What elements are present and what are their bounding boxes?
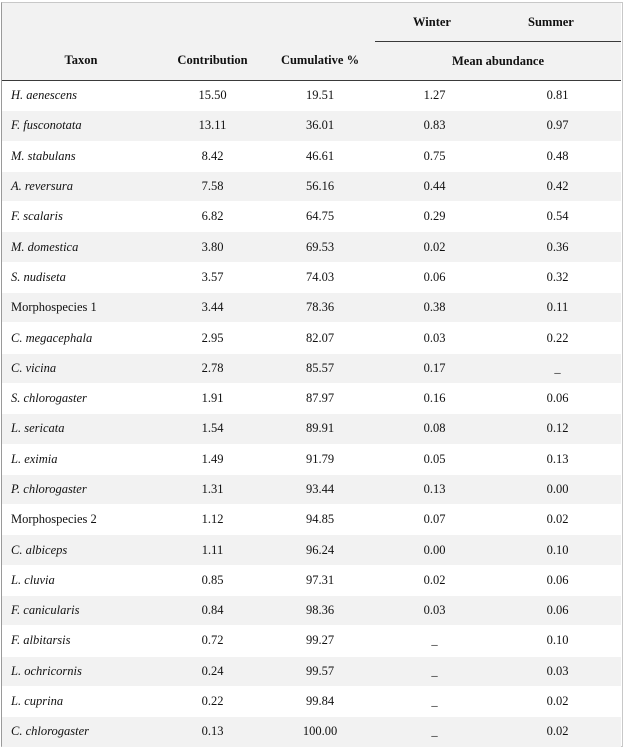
header-row-columns xyxy=(2,42,621,81)
summer-abundance-cell: 0.81 xyxy=(546,88,569,103)
contribution-cell: 0.24 xyxy=(201,663,224,678)
header-blank-cumulative xyxy=(265,3,375,42)
summer-abundance-cell: 0.42 xyxy=(546,179,569,194)
winter-abundance-cell: 0.44 xyxy=(423,179,446,194)
table-row xyxy=(2,686,621,716)
taxon-cell: C. albiceps xyxy=(11,542,68,557)
winter-abundance-cell: 0.17 xyxy=(423,360,446,375)
cumulative-cell: 64.75 xyxy=(305,209,335,224)
contribution-cell: 13.11 xyxy=(198,118,227,133)
taxon-cell: S. chlorogaster xyxy=(11,391,87,406)
table-row xyxy=(2,717,621,747)
header-summer: Summer xyxy=(494,3,621,42)
summer-abundance-cell: 0.02 xyxy=(546,694,569,709)
contribution-cell: 3.80 xyxy=(201,239,224,254)
cumulative-cell: 93.44 xyxy=(305,482,335,496)
header-blank-contribution xyxy=(160,3,265,42)
winter-abundance-cell: 0.83 xyxy=(423,118,446,133)
taxon-cell: F. fusconotata xyxy=(11,118,82,133)
winter-abundance-cell: 0.08 xyxy=(423,421,446,436)
winter-abundance-cell: _ xyxy=(431,633,438,648)
winter-abundance-cell: 1.27 xyxy=(423,88,446,103)
header-row-seasons xyxy=(2,3,621,42)
winter-abundance-cell: 0.00 xyxy=(423,542,446,557)
taxon-cell: L. eximia xyxy=(11,451,58,466)
contribution-cell: 0.22 xyxy=(201,694,224,709)
cumulative-cell: 99.84 xyxy=(305,694,335,709)
taxon-cell: H. aenescens xyxy=(11,88,77,103)
table-body xyxy=(2,81,621,747)
contribution-cell: 3.57 xyxy=(201,269,224,284)
summer-abundance-cell: 0.32 xyxy=(546,269,569,284)
taxon-cell: L. sericata xyxy=(11,421,65,436)
taxon-cell: M. stabulans xyxy=(11,148,76,163)
summer-abundance-cell: 0.97 xyxy=(546,118,569,133)
header-cumulative: Cumulative % xyxy=(280,53,360,68)
taxon-cell: C. chlorogaster xyxy=(11,724,90,739)
summer-abundance-cell: 0.02 xyxy=(546,512,569,527)
taxon-cell: S. nudiseta xyxy=(11,269,66,284)
taxon-cell: L. cuprina xyxy=(11,694,64,709)
summer-abundance-cell: 0.02 xyxy=(546,724,569,739)
cumulative-cell: 82.07 xyxy=(305,330,335,345)
summer-abundance-cell: 0.54 xyxy=(546,209,569,224)
winter-abundance-cell: 0.29 xyxy=(423,209,446,224)
taxon-cell: F. albitarsis xyxy=(11,633,71,648)
winter-abundance-cell: _ xyxy=(431,724,438,739)
contribution-cell: 1.49 xyxy=(201,451,224,466)
contribution-cell: 1.54 xyxy=(201,421,224,436)
contribution-cell: 1.12 xyxy=(201,512,224,527)
header-winter: Winter xyxy=(375,3,494,42)
summer-abundance-cell: 0.48 xyxy=(546,148,569,163)
contribution-cell: 0.84 xyxy=(201,603,224,618)
table-row xyxy=(2,262,621,292)
winter-abundance-cell: 0.03 xyxy=(423,603,446,618)
cumulative-cell: 96.24 xyxy=(305,542,335,557)
summer-abundance-cell: _ xyxy=(554,360,561,375)
table-row xyxy=(2,474,621,504)
table-row xyxy=(2,171,621,201)
cumulative-cell: 74.03 xyxy=(305,269,335,284)
contribution-cell: 0.72 xyxy=(201,633,224,648)
header-blank-taxon xyxy=(2,3,160,42)
table-row xyxy=(2,202,621,232)
winter-abundance-cell: 0.02 xyxy=(423,572,446,587)
winter-abundance-cell: _ xyxy=(431,694,438,709)
summer-abundance-cell: 0.03 xyxy=(546,663,569,678)
cumulative-cell: 89.91 xyxy=(305,421,335,436)
contribution-cell: 15.50 xyxy=(198,88,227,103)
winter-abundance-cell: 0.07 xyxy=(423,512,446,527)
taxon-cell: L. cluvia xyxy=(11,572,55,587)
contribution-cell: 0.13 xyxy=(201,724,224,739)
winter-abundance-cell: 0.16 xyxy=(423,391,446,406)
cumulative-cell: 99.57 xyxy=(305,663,335,678)
summer-abundance-cell: 0.10 xyxy=(546,633,569,648)
contribution-cell: 3.44 xyxy=(201,300,224,315)
winter-abundance-cell: 0.38 xyxy=(423,300,446,315)
contribution-cell: 6.82 xyxy=(201,209,224,224)
contribution-cell: 7.58 xyxy=(201,179,224,194)
header-mean-abundance: Mean abundance xyxy=(451,53,545,68)
cumulative-cell: 46.61 xyxy=(305,148,335,163)
table-row xyxy=(2,323,621,353)
contribution-cell: 2.95 xyxy=(201,330,224,345)
summer-abundance-cell: 0.12 xyxy=(546,421,569,436)
winter-abundance-cell: 0.06 xyxy=(423,269,446,284)
table-row xyxy=(2,141,621,171)
cumulative-cell: 19.51 xyxy=(305,88,335,103)
taxon-cell: C. vicina xyxy=(11,360,57,375)
cumulative-cell: 56.16 xyxy=(305,179,335,194)
summer-abundance-cell: 0.36 xyxy=(546,239,569,254)
cumulative-cell: 97.31 xyxy=(305,572,335,587)
summer-abundance-cell: 0.11 xyxy=(546,300,569,315)
table-header xyxy=(2,3,621,81)
table-row xyxy=(2,565,621,595)
contribution-cell: 1.91 xyxy=(201,391,224,406)
table-row xyxy=(2,596,621,626)
table-row xyxy=(2,444,621,474)
cumulative-cell: 69.53 xyxy=(305,239,335,254)
header-taxon: Taxon xyxy=(64,53,98,68)
table-row xyxy=(2,353,621,383)
summer-abundance-cell: 0.10 xyxy=(546,542,569,557)
winter-abundance-cell: 0.75 xyxy=(423,148,446,163)
summer-abundance-cell: 0.06 xyxy=(546,572,569,587)
header-contribution: Contribution xyxy=(177,53,248,68)
data-table-container xyxy=(1,2,623,747)
contribution-cell: 8.42 xyxy=(201,148,224,163)
summer-abundance-cell: 0.06 xyxy=(546,603,569,618)
winter-abundance-cell: 0.13 xyxy=(423,482,446,496)
cumulative-cell: 85.57 xyxy=(305,360,335,375)
table-row xyxy=(2,505,621,535)
contribution-cell: 0.85 xyxy=(201,572,224,587)
taxon-cell: A. reversura xyxy=(11,179,74,194)
summer-abundance-cell: 0.00 xyxy=(546,482,569,496)
cumulative-cell: 99.27 xyxy=(305,633,335,648)
contribution-cell: 2.78 xyxy=(201,360,224,375)
cumulative-cell: 91.79 xyxy=(305,451,335,466)
winter-abundance-cell: 0.03 xyxy=(423,330,446,345)
taxon-abundance-table xyxy=(2,3,621,747)
taxon-cell: Morphospecies 1 xyxy=(11,300,97,315)
table-row xyxy=(2,656,621,686)
taxon-cell: P. chlorogaster xyxy=(11,482,87,496)
taxon-cell: L. ochricornis xyxy=(11,663,82,678)
taxon-cell: Morphospecies 2 xyxy=(11,512,97,527)
table-row xyxy=(2,383,621,413)
winter-abundance-cell: 0.02 xyxy=(423,239,446,254)
cumulative-cell: 78.36 xyxy=(305,300,335,315)
summer-abundance-cell: 0.22 xyxy=(546,330,569,345)
taxon-cell: M. domestica xyxy=(11,239,79,254)
cumulative-cell: 94.85 xyxy=(305,512,335,527)
winter-abundance-cell: _ xyxy=(431,663,438,678)
table-row xyxy=(2,535,621,565)
taxon-cell: F. scalaris xyxy=(11,209,63,224)
table-row xyxy=(2,414,621,444)
winter-abundance-cell: 0.05 xyxy=(423,451,446,466)
summer-abundance-cell: 0.06 xyxy=(546,391,569,406)
cumulative-cell: 98.36 xyxy=(305,603,335,618)
table-row xyxy=(2,293,621,323)
contribution-cell: 1.11 xyxy=(201,542,224,557)
table-row xyxy=(2,626,621,656)
summer-abundance-cell: 0.13 xyxy=(546,451,569,466)
contribution-cell: 1.31 xyxy=(201,482,224,496)
cumulative-cell: 100.00 xyxy=(302,724,338,739)
table-row xyxy=(2,232,621,262)
table-row xyxy=(2,111,621,141)
taxon-cell: C. megacephala xyxy=(11,330,93,345)
table-row xyxy=(2,81,621,111)
cumulative-cell: 87.97 xyxy=(305,391,335,406)
cumulative-cell: 36.01 xyxy=(305,118,335,133)
taxon-cell: F. canicularis xyxy=(11,603,80,618)
